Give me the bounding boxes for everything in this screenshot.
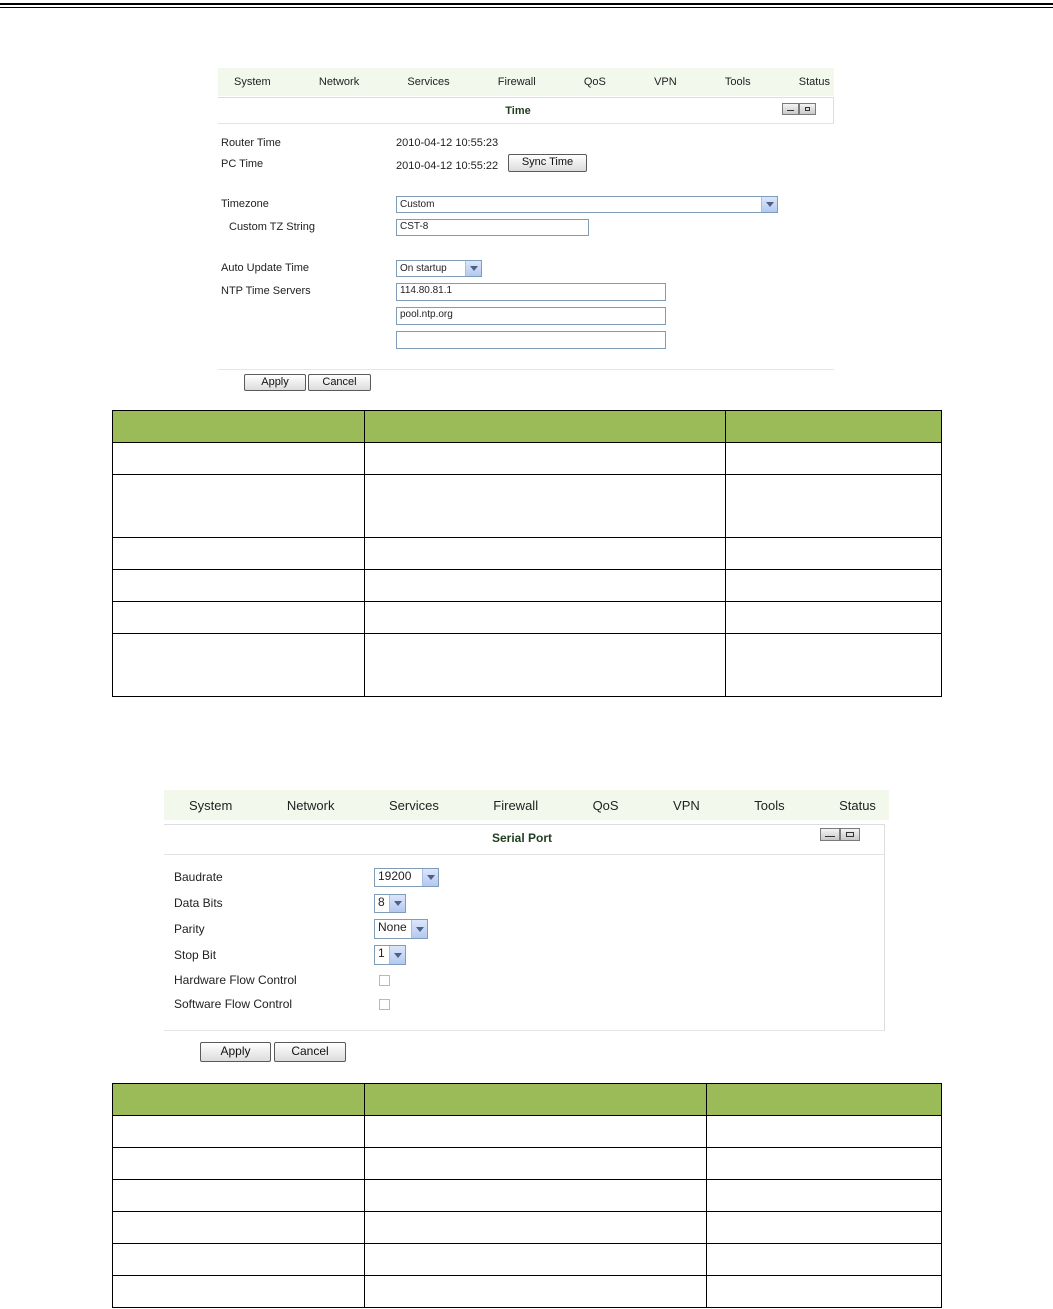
stop-bit-select-value: 1 — [378, 946, 385, 960]
nav-status[interactable]: Status — [839, 797, 876, 813]
nav-qos[interactable]: QoS — [583, 76, 606, 88]
pc-time-label: PC Time — [221, 158, 264, 170]
parity-select-value: None — [378, 920, 407, 934]
page-title: Serial Port — [491, 831, 553, 845]
chevron-down-icon — [411, 920, 427, 938]
window-buttons — [820, 828, 860, 841]
ntp-server-2-input[interactable]: pool.ntp.org — [396, 307, 666, 325]
form-divider — [218, 369, 834, 370]
table-row — [113, 634, 942, 697]
table-row — [113, 1148, 942, 1180]
timezone-label: Timezone — [221, 198, 269, 210]
table-row — [113, 1212, 942, 1244]
time-parameters-table — [112, 410, 942, 697]
table-row — [113, 1276, 942, 1308]
chevron-down-icon — [389, 895, 405, 912]
nav-vpn[interactable]: VPN — [654, 76, 677, 88]
table-row — [113, 538, 942, 570]
apply-button[interactable]: Apply — [244, 374, 306, 391]
data-bits-select[interactable] — [374, 894, 406, 913]
table-row — [113, 602, 942, 634]
nav-firewall[interactable]: Firewall — [493, 797, 539, 813]
software-flow-label: Software Flow Control — [174, 997, 293, 1011]
cancel-button[interactable]: Cancel — [274, 1042, 346, 1062]
baudrate-select-value: 19200 — [378, 869, 412, 883]
timezone-select-value: Custom — [400, 199, 435, 210]
window-buttons — [782, 103, 816, 115]
auto-update-label: Auto Update Time — [221, 262, 310, 274]
baudrate-label: Baudrate — [174, 870, 223, 884]
nav-system[interactable]: System — [189, 797, 233, 813]
chevron-down-icon — [389, 946, 405, 964]
sync-time-button[interactable]: Sync Time — [508, 154, 587, 172]
table-row — [113, 443, 942, 475]
minimize-icon[interactable] — [782, 103, 799, 115]
hardware-flow-label: Hardware Flow Control — [174, 973, 297, 987]
table-header-row — [113, 1084, 942, 1116]
nav-qos[interactable]: QoS — [592, 797, 619, 813]
ntp-server-1-input[interactable]: 114.80.81.1 — [396, 283, 666, 301]
custom-tz-label: Custom TZ String — [229, 221, 315, 233]
nav-network[interactable]: Network — [286, 797, 335, 813]
header-rule-thick — [0, 3, 1053, 5]
router-time-value: 2010-04-12 10:55:23 — [396, 137, 499, 149]
serial-nav-bar — [164, 790, 889, 820]
hardware-flow-checkbox[interactable] — [379, 975, 390, 986]
time-panel — [218, 68, 834, 396]
software-flow-checkbox[interactable] — [379, 999, 390, 1010]
nav-services[interactable]: Services — [407, 76, 450, 88]
stop-bit-select[interactable] — [374, 945, 406, 965]
data-bits-label: Data Bits — [174, 896, 223, 910]
baudrate-select[interactable] — [374, 868, 439, 887]
serial-parameters-table — [112, 1083, 942, 1308]
table-row — [113, 475, 942, 538]
table-row — [113, 1116, 942, 1148]
custom-tz-input[interactable]: CST-8 — [396, 219, 589, 236]
nav-tools[interactable]: Tools — [754, 797, 785, 813]
parity-select[interactable] — [374, 919, 428, 939]
chevron-down-icon — [465, 261, 481, 276]
maximize-icon[interactable] — [840, 828, 860, 841]
ntp-servers-label: NTP Time Servers — [221, 285, 311, 297]
serial-panel — [164, 790, 889, 1066]
parity-label: Parity — [174, 922, 205, 936]
apply-button[interactable]: Apply — [200, 1042, 271, 1062]
timezone-select[interactable] — [396, 196, 778, 213]
stop-bit-label: Stop Bit — [174, 948, 217, 962]
nav-vpn[interactable]: VPN — [673, 797, 700, 813]
table-row — [113, 570, 942, 602]
nav-network[interactable]: Network — [318, 76, 360, 88]
router-time-label: Router Time — [221, 137, 281, 149]
auto-update-select[interactable] — [396, 260, 482, 277]
nav-services[interactable]: Services — [388, 797, 439, 813]
nav-firewall[interactable]: Firewall — [497, 76, 536, 88]
chevron-down-icon — [422, 869, 438, 886]
table-row — [113, 1244, 942, 1276]
data-bits-select-value: 8 — [378, 895, 385, 909]
chevron-down-icon — [761, 197, 777, 212]
time-nav-bar — [218, 68, 834, 96]
table-row — [113, 1180, 942, 1212]
nav-status[interactable]: Status — [798, 76, 830, 88]
ntp-server-3-input[interactable] — [396, 331, 666, 349]
nav-tools[interactable]: Tools — [724, 76, 751, 88]
minimize-icon[interactable] — [820, 828, 840, 841]
table-header-row — [113, 411, 942, 443]
nav-system[interactable]: System — [234, 76, 271, 88]
auto-update-select-value: On startup — [400, 263, 447, 274]
page-title: Time — [505, 105, 531, 117]
maximize-icon[interactable] — [799, 103, 816, 115]
pc-time-value: 2010-04-12 10:55:22 — [396, 160, 499, 172]
header-rule-thin — [0, 7, 1053, 8]
cancel-button[interactable]: Cancel — [308, 374, 371, 391]
